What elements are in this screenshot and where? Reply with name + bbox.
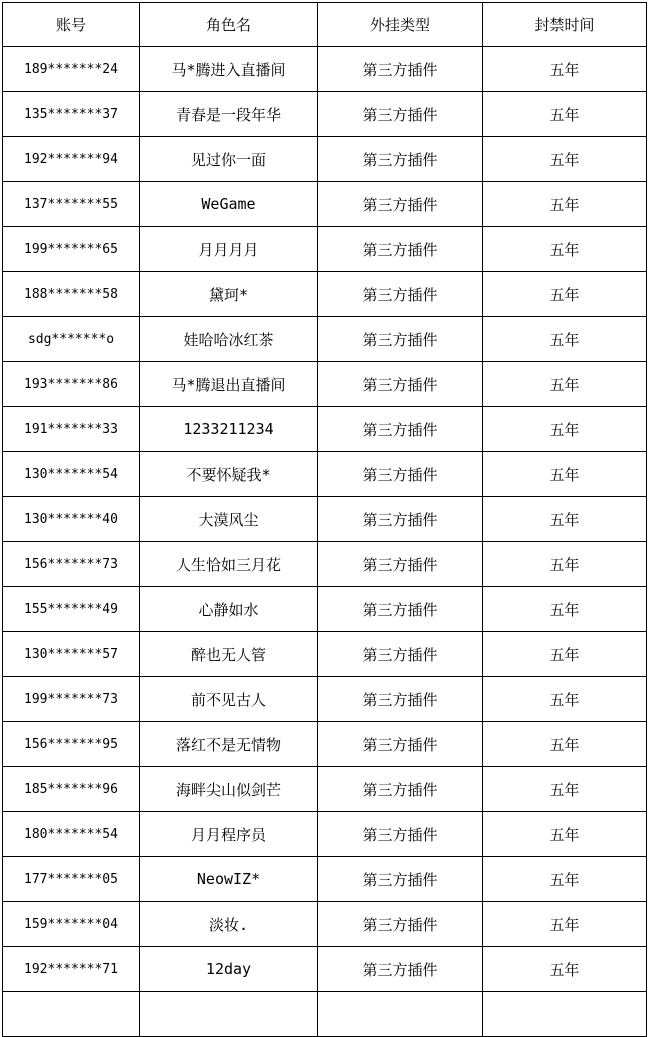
ban-duration-cell: 五年 [483,947,647,992]
account-cell: 192*******94 [3,137,140,182]
account-cell: 177*******05 [3,857,140,902]
header-cheat-type: 外挂类型 [318,3,483,47]
table-row [3,812,647,857]
table-row [3,452,647,497]
table-header [3,3,647,47]
role-name-cell: 马*腾退出直播间 [140,362,318,407]
cheat-type-cell: 第三方插件 [318,227,483,272]
ban-list-table [2,2,647,1037]
account-cell: 189*******24 [3,47,140,92]
table-row [3,407,647,452]
account-cell: 199*******73 [3,677,140,722]
table-row [3,542,647,587]
account-cell: 130*******40 [3,497,140,542]
role-name-cell: 12day [140,947,318,992]
ban-duration-cell: 五年 [483,902,647,947]
ban-duration-cell: 五年 [483,272,647,317]
table-row [3,857,647,902]
table-row [3,767,647,812]
account-cell: 188*******58 [3,272,140,317]
role-name-cell: 1233211234 [140,407,318,452]
cheat-type-cell [318,992,483,1037]
ban-duration-cell: 五年 [483,227,647,272]
role-name-cell [140,992,318,1037]
table-row [3,47,647,92]
table-row [3,92,647,137]
table-row [3,677,647,722]
account-cell: 135*******37 [3,92,140,137]
account-cell: 180*******54 [3,812,140,857]
ban-duration-cell: 五年 [483,317,647,362]
cheat-type-cell: 第三方插件 [318,632,483,677]
role-name-cell: 前不见古人 [140,677,318,722]
table-row [3,227,647,272]
role-name-cell: 不要怀疑我* [140,452,318,497]
header-account: 账号 [3,3,140,47]
cheat-type-cell: 第三方插件 [318,407,483,452]
role-name-cell: 月月月月 [140,227,318,272]
header-row [3,3,647,47]
role-name-cell: 海畔尖山似剑芒 [140,767,318,812]
role-name-cell: 马*腾进入直播间 [140,47,318,92]
ban-duration-cell: 五年 [483,407,647,452]
role-name-cell: 见过你一面 [140,137,318,182]
role-name-cell: 醉也无人管 [140,632,318,677]
role-name-cell: 月月程序员 [140,812,318,857]
account-cell: 192*******71 [3,947,140,992]
cheat-type-cell: 第三方插件 [318,497,483,542]
account-cell [3,992,140,1037]
table-row [3,632,647,677]
cheat-type-cell: 第三方插件 [318,47,483,92]
role-name-cell: 青春是一段年华 [140,92,318,137]
role-name-cell: 人生恰如三月花 [140,542,318,587]
role-name-cell: 娃哈哈冰红茶 [140,317,318,362]
role-name-cell: WeGame [140,182,318,227]
account-cell: 185*******96 [3,767,140,812]
ban-duration-cell: 五年 [483,812,647,857]
ban-duration-cell: 五年 [483,497,647,542]
table-row [3,497,647,542]
cheat-type-cell: 第三方插件 [318,272,483,317]
account-cell: 155*******49 [3,587,140,632]
ban-duration-cell: 五年 [483,362,647,407]
role-name-cell: 黛珂* [140,272,318,317]
account-cell: 193*******86 [3,362,140,407]
account-cell: 137*******55 [3,182,140,227]
account-cell: 130*******54 [3,452,140,497]
ban-duration-cell: 五年 [483,722,647,767]
table-row [3,137,647,182]
cheat-type-cell: 第三方插件 [318,452,483,497]
cheat-type-cell: 第三方插件 [318,362,483,407]
table-body [3,47,647,1037]
ban-duration-cell: 五年 [483,677,647,722]
ban-duration-cell: 五年 [483,92,647,137]
cheat-type-cell: 第三方插件 [318,677,483,722]
account-cell: 156*******95 [3,722,140,767]
table-row [3,902,647,947]
table-row [3,362,647,407]
role-name-cell: 大漠风尘 [140,497,318,542]
cheat-type-cell: 第三方插件 [318,587,483,632]
ban-duration-cell: 五年 [483,632,647,677]
header-ban-duration: 封禁时间 [483,3,647,47]
account-cell: 159*******04 [3,902,140,947]
cheat-type-cell: 第三方插件 [318,542,483,587]
table-row [3,317,647,362]
cheat-type-cell: 第三方插件 [318,137,483,182]
account-cell: 199*******65 [3,227,140,272]
role-name-cell: 淡妆. [140,902,318,947]
ban-duration-cell: 五年 [483,182,647,227]
role-name-cell: 心静如水 [140,587,318,632]
cheat-type-cell: 第三方插件 [318,812,483,857]
cheat-type-cell: 第三方插件 [318,722,483,767]
role-name-cell: 落红不是无情物 [140,722,318,767]
ban-duration-cell: 五年 [483,137,647,182]
account-cell: 191*******33 [3,407,140,452]
cheat-type-cell: 第三方插件 [318,902,483,947]
header-role-name: 角色名 [140,3,318,47]
ban-duration-cell: 五年 [483,767,647,812]
cheat-type-cell: 第三方插件 [318,92,483,137]
account-cell: 156*******73 [3,542,140,587]
ban-duration-cell: 五年 [483,857,647,902]
ban-duration-cell: 五年 [483,47,647,92]
cheat-type-cell: 第三方插件 [318,317,483,362]
cheat-type-cell: 第三方插件 [318,767,483,812]
ban-duration-cell [483,992,647,1037]
account-cell: 130*******57 [3,632,140,677]
table-row [3,272,647,317]
cheat-type-cell: 第三方插件 [318,857,483,902]
table-row [3,992,647,1037]
ban-duration-cell: 五年 [483,542,647,587]
table-row [3,182,647,227]
cheat-type-cell: 第三方插件 [318,182,483,227]
account-cell: sdg*******o [3,317,140,362]
role-name-cell: NeowIZ* [140,857,318,902]
table-row [3,722,647,767]
ban-duration-cell: 五年 [483,452,647,497]
table-row [3,587,647,632]
table-row [3,947,647,992]
cheat-type-cell: 第三方插件 [318,947,483,992]
ban-duration-cell: 五年 [483,587,647,632]
